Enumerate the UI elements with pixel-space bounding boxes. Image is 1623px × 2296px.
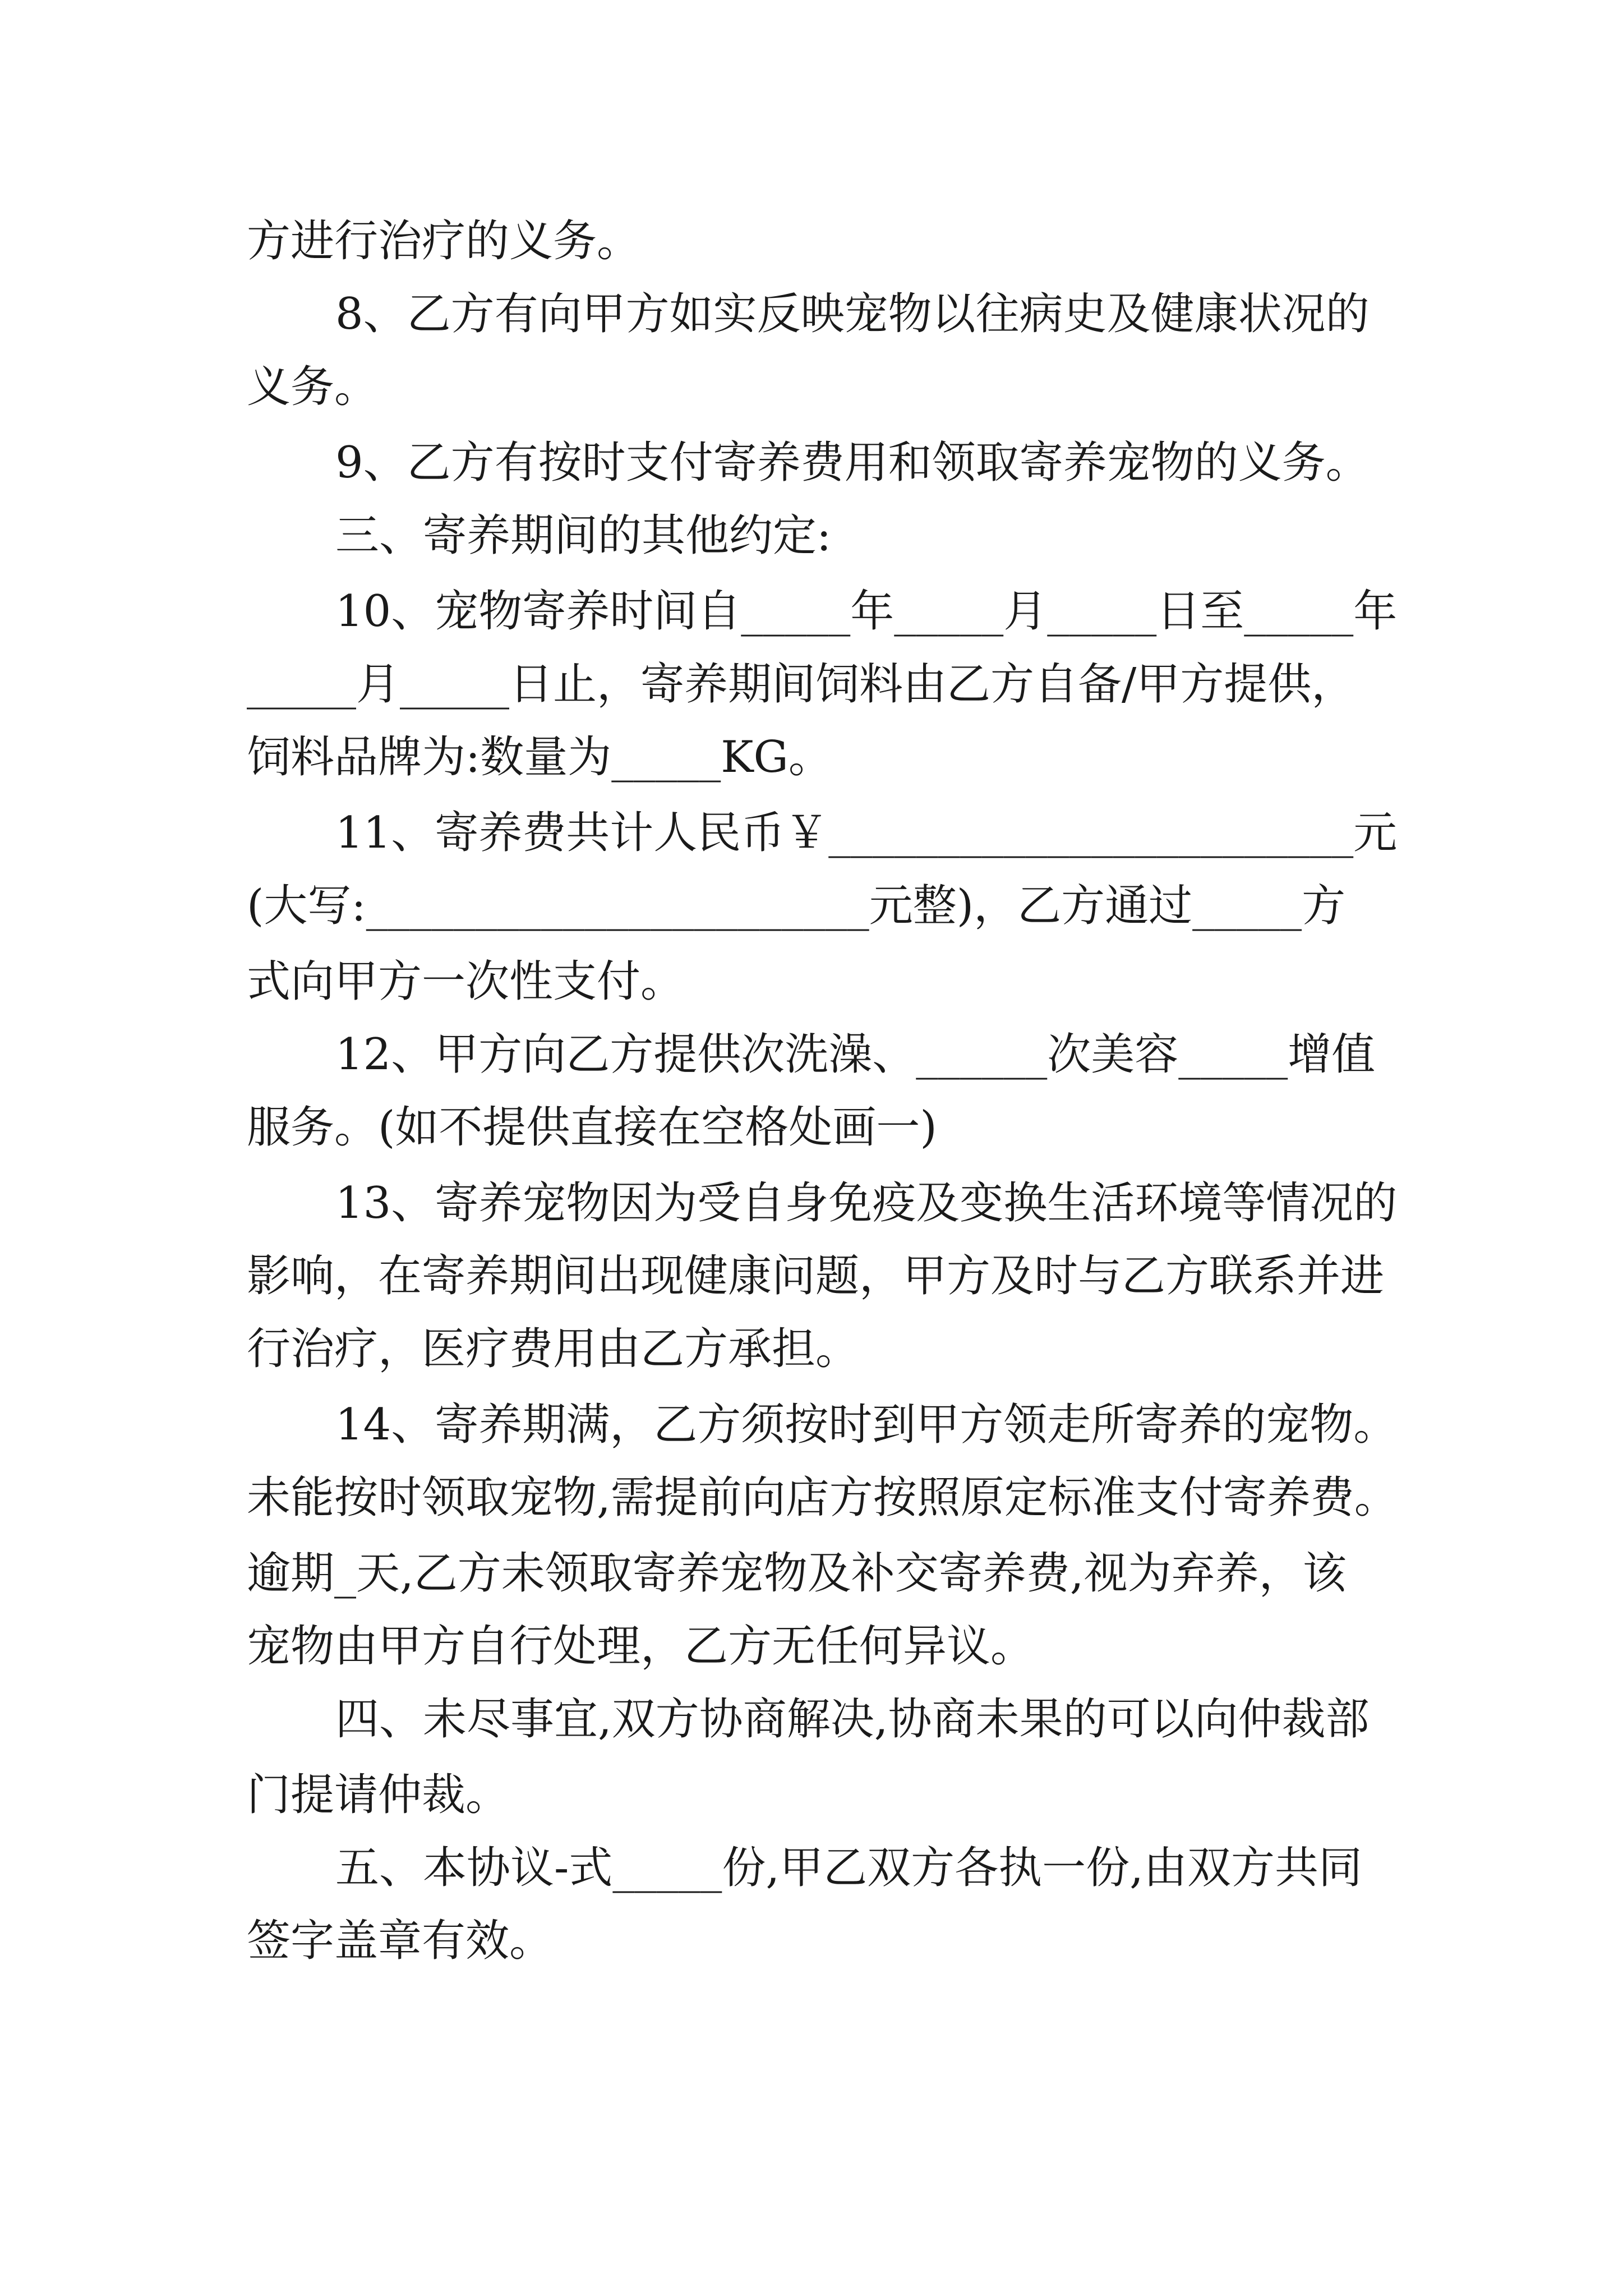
text-line: 方进行治疗的义务。 [247, 216, 641, 266]
text-line: 8、乙方有向甲方如实反映宠物以往病史及健康状况的 [335, 289, 1370, 339]
text-line: 逾期_天,乙方未领取寄养宠物及补交寄养费,视为弃养，该 [247, 1548, 1347, 1599]
text-line: 12、甲方向乙方提供次洗澡、______次美容_____增值 [335, 1029, 1376, 1080]
text-line: 未能按时领取宠物,需提前向店方按照原定标准支付寄养费。 [247, 1473, 1398, 1523]
text-line: 门提请仲裁。 [247, 1770, 510, 1820]
text-line: 13、寄养宠物因为受自身免疫及变换生活环境等情况的 [335, 1178, 1398, 1228]
text-line: (大写:_______________________元整)，乙方通过_____方 [247, 881, 1346, 931]
text-line: 式向甲方一次性支付。 [247, 956, 685, 1007]
section-heading: 三、寄养期间的其他约定: [335, 510, 832, 561]
text-line: 服务。(如不提供直接在空格处画一) [247, 1102, 937, 1153]
section-heading: 五、本协议-式_____份,甲乙双方各执一份,由双方共同 [335, 1843, 1362, 1893]
text-line: 10、宠物寄养时间自_____年_____月_____日至_____年 [335, 586, 1398, 637]
text-line: 11、寄养费共计人民币￥________________________元 [335, 808, 1398, 858]
text-line: 宠物由甲方自行处理，乙方无任何异议。 [247, 1621, 1035, 1672]
text-line: 14、寄养期满，乙方须按时到甲方领走所寄养的宠物。 [335, 1400, 1398, 1450]
section-heading: 四、未尽事宜,双方协商解决,协商未果的可以向仲裁部 [335, 1694, 1370, 1745]
text-line: 影响，在寄养期间出现健康问题，甲方及时与乙方联系并进 [247, 1251, 1385, 1301]
text-line: 饲料品牌为:数量为_____KG。 [247, 732, 832, 783]
text-line: 行治疗，医疗费用由乙方承担。 [247, 1324, 860, 1374]
text-line: 义务。 [247, 362, 379, 412]
text-line: 签字盖章有效。 [247, 1916, 554, 1966]
text-line: _____月_____日止，寄养期间饲料由乙方自备/甲方提供， [247, 659, 1355, 710]
text-line: 9、乙方有按时支付寄养费用和领取寄养宠物的义务。 [335, 438, 1370, 488]
